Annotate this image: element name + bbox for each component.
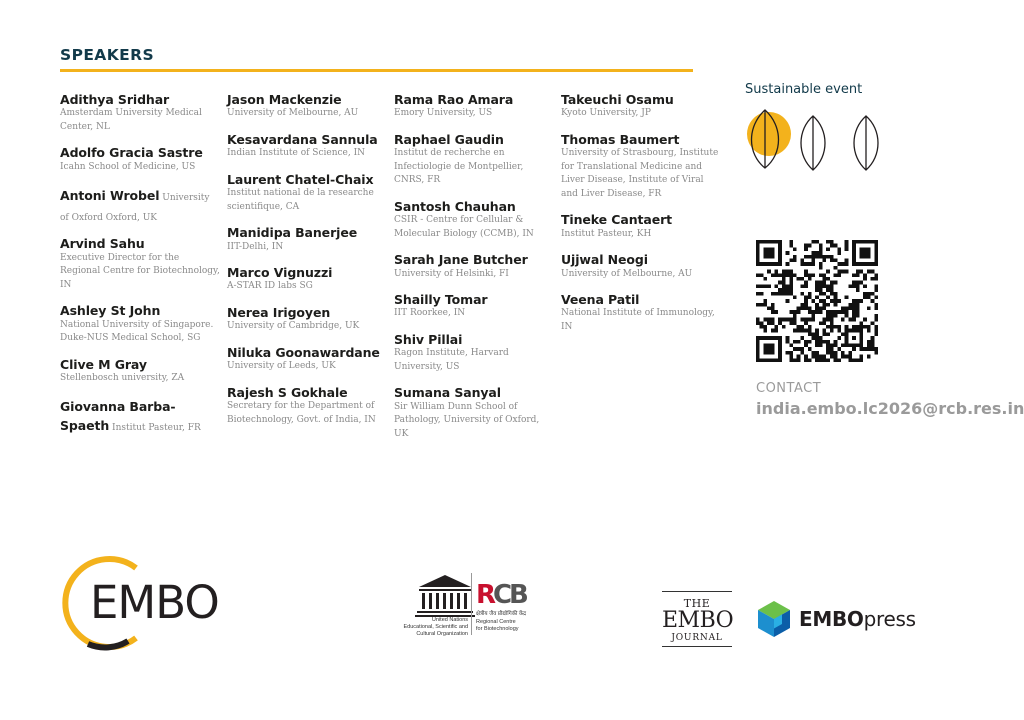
rcb-caption-hindi: क्षेत्रीय जैव प्रौद्योगिकी केंद्र [476,611,527,617]
speaker-affiliation: University of Melbourne, AU [227,108,359,119]
logo-divider [471,573,472,635]
speaker-name: Adolfo Gracia Sastre [60,145,203,161]
unesco-rcb-logo [390,573,530,643]
speakers-column-4 [561,93,721,346]
speaker-name: Rajesh S Gokhale [227,384,348,400]
speaker-affiliation: Emory University, US [394,108,493,119]
speaker-entry [394,333,554,374]
speaker-name: Kesavardana Sannula [227,131,378,147]
speaker-entry [561,253,721,281]
speaker-affiliation: Icahn School of Medicine, US [60,161,196,172]
speaker-affiliation: National University of Singapore. Duke-NUS Medical School, SG [60,319,214,343]
svg-text:B: B [509,580,529,610]
speaker-entry [394,253,554,281]
press-regular: press [863,607,916,631]
speaker-affiliation: IIT-Delhi, IN [227,241,284,252]
journal-embo: EMBO [662,608,734,633]
speakers-column-1 [60,93,220,447]
speaker-affiliation: Institut de recherche en Infectiologie de Montpellier, CNRS, FR [394,148,524,186]
speaker-affiliation: University of Cambridge, UK [227,321,360,332]
speaker-affiliation: University of Helsinki, FI [394,268,509,279]
speaker-affiliation: Sir William Dunn School of Pathology, University of Oxford, UK [394,401,540,439]
unesco-temple-icon [415,573,475,617]
speaker-entry [60,304,220,345]
speaker-name: Antoni Wrobel [60,188,160,204]
speaker-affiliation: University of Strasbourg, Institute for Translational Medicine and Liver Disease, Institute of Viral and Liver Disease, FR [561,148,719,199]
speaker-name: Laurent Chatel-Chaix [227,171,374,187]
speaker-entry [60,146,220,174]
speaker-name: Takeuchi Osamu [561,92,674,107]
speaker-entry [227,266,387,294]
speaker-affiliation: CSIR - Centre for Cellular & Molecular Biology (CCMB), IN [394,215,534,239]
speaker-affiliation: University of Leeds, UK [227,361,336,372]
embo-press-logo [757,600,917,638]
speaker-entry [561,133,721,201]
embo-wordmark: EMBO [90,576,219,629]
sustainability-leaves-icon [745,108,890,178]
section-title: SPEAKERS [60,46,155,64]
speaker-entry [394,200,554,241]
speaker-entry [394,293,554,321]
speaker-entry [227,346,387,374]
journal-the: THE [683,597,711,610]
speaker-name: Clive M Gray [60,356,147,372]
embo-press-cube-icon [757,600,791,638]
speaker-name: Adithya Sridhar [60,92,170,107]
speaker-name: Nerea Irigoyen [227,304,331,320]
embo-press-wordmark [799,607,916,631]
speaker-entry [60,186,220,225]
speaker-entry [227,386,387,427]
embo-logo [58,554,233,652]
speaker-name: Santosh Chauhan [394,198,516,214]
speaker-entry [60,358,220,386]
speaker-entry [227,226,387,254]
speaker-entry [561,93,721,121]
speaker-name: Rama Rao Amara [394,92,514,107]
speaker-affiliation: Amsterdam University Medical Center, NL [60,108,202,132]
speaker-affiliation: Ragon Institute, Harvard University, US [394,348,509,372]
speaker-name: Giovanna Barba-Spaeth [60,399,176,433]
title-divider [60,69,693,72]
speaker-name: Manidipa Banerjee [227,225,358,241]
speaker-name: Veena Patil [561,292,640,307]
speaker-entry [60,397,220,435]
speaker-name: Ujjwal Neogi [561,252,648,268]
speaker-name: Raphael Gaudin [394,131,504,147]
speaker-affiliation: Institut Pasteur, FR [112,422,201,433]
speaker-name: Thomas Baumert [561,131,680,147]
speaker-affiliation: Institut national de la researche scientifique, CA [227,188,374,212]
contact-email-link[interactable]: india.embo.lc2026@rcb.res.in [756,399,1024,418]
sustainable-event-label: Sustainable event [745,82,863,97]
speaker-affiliation: A-STAR ID labs SG [227,281,313,292]
speaker-entry [561,213,721,241]
speaker-affiliation: Stellenbosch university, ZA [60,372,185,383]
speaker-affiliation: Executive Director for the Regional Centre for Biotechnology, IN [60,252,220,290]
speaker-entry [60,93,220,134]
speaker-entry [227,173,387,214]
speaker-name: Marco Vignuzzi [227,265,333,280]
embo-journal-logo [662,591,732,647]
speaker-entry [561,293,721,334]
speaker-entry [227,306,387,334]
speaker-affiliation: National Institute of Immunology, IN [561,308,715,332]
leaf-2-icon [801,116,825,170]
rcb-logo-icon [476,579,529,610]
qr-code-icon [756,240,878,362]
speaker-affiliation: Kyoto University, JP [561,108,651,119]
speaker-affiliation: University of Oxford Oxford, UK [60,193,210,223]
speaker-name: Ashley St John [60,303,161,319]
speaker-affiliation: Secretary for the Department of Biotechnology, Govt. of India, IN [227,401,376,425]
svg-text:R: R [476,580,497,610]
svg-text:C: C [493,580,513,610]
leaf-3-icon [854,116,878,170]
speaker-affiliation: IIT Roorkee, IN [394,308,466,319]
speaker-name: Arvind Sahu [60,236,145,252]
press-bold: EMBO [799,607,864,631]
speaker-name: Tineke Cantaert [561,212,673,228]
speaker-name: Sarah Jane Butcher [394,252,528,268]
speaker-name: Shailly Tomar [394,292,488,307]
speaker-affiliation: Indian Institute of Science, IN [227,148,366,159]
speaker-affiliation: University of Melbourne, AU [561,268,693,279]
speaker-entry [394,133,554,188]
speaker-entry [227,133,387,161]
speaker-name: Niluka Goonawardane [227,344,380,360]
unesco-caption: United Nations Educational, Scientific and Cultural Organization [403,617,468,637]
speaker-entry [60,237,220,292]
speaker-entry [394,93,554,121]
speaker-name: Shiv Pillai [394,331,463,347]
speaker-affiliation: Institut Pasteur, KH [561,228,652,239]
speakers-column-2 [227,93,387,439]
speaker-entry [394,386,554,441]
sustainability-highlight-dot [747,112,791,156]
speaker-name: Jason Mackenzie [227,92,342,107]
speaker-entry [227,93,387,121]
rcb-caption: Regional Centre for Biotechnology [476,619,519,632]
speakers-column-3 [394,93,554,453]
journal-word: JOURNAL [671,633,723,643]
speaker-name: Sumana Sanyal [394,385,501,401]
contact-label: CONTACT [756,381,822,396]
